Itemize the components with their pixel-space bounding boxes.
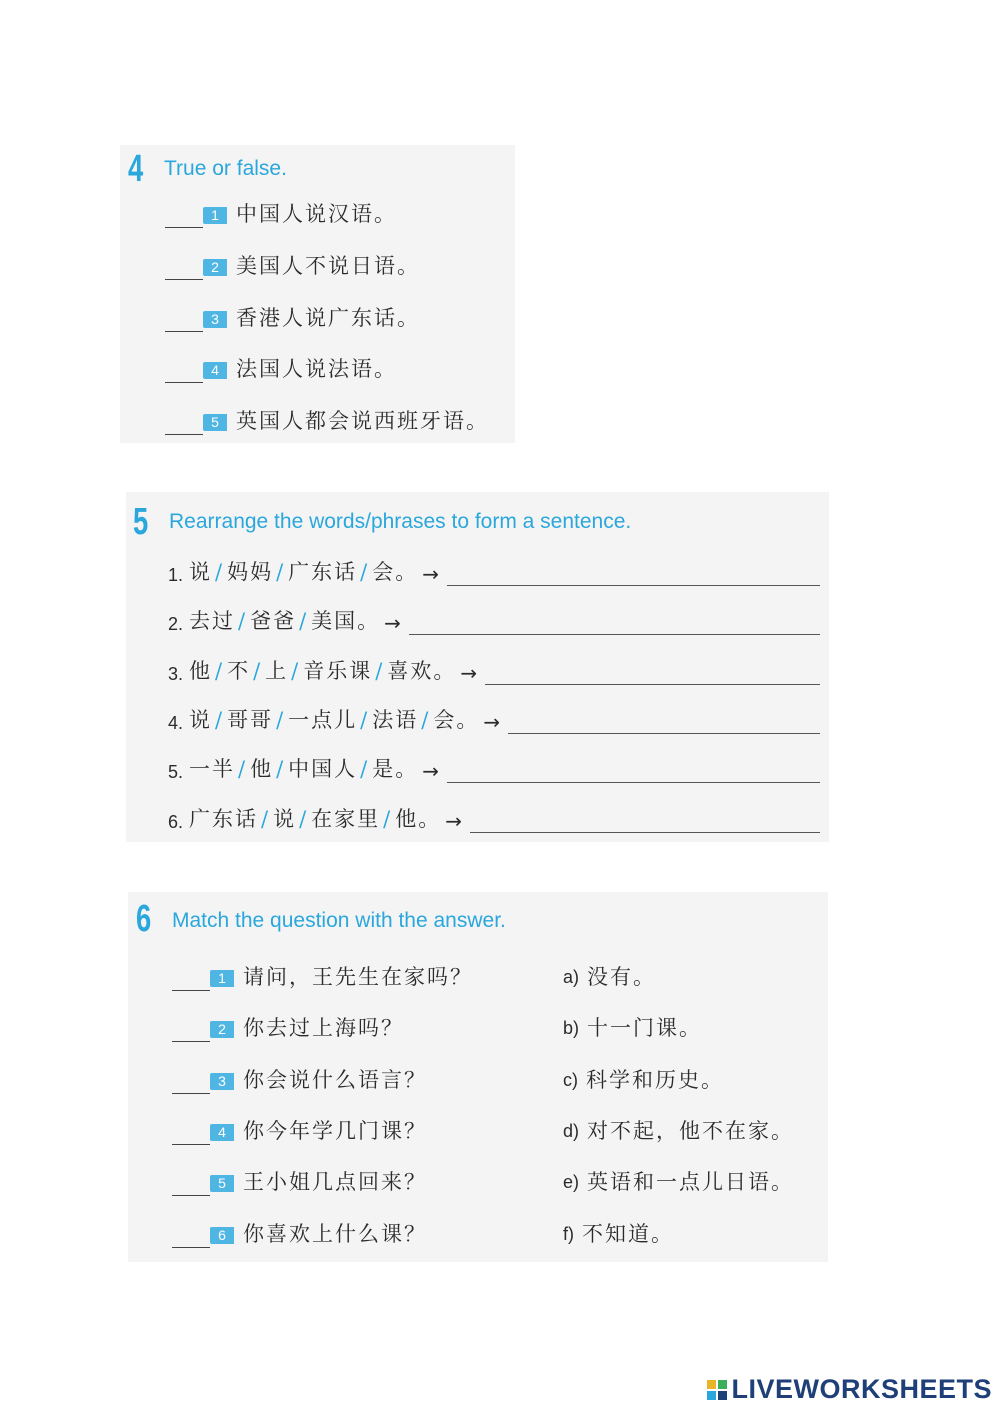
word-chunk: 哥哥	[227, 708, 274, 732]
rearrange-item	[168, 803, 820, 833]
rearrange-item	[168, 655, 820, 685]
answer-blank[interactable]	[165, 205, 203, 228]
rearrange-item	[168, 556, 820, 586]
tf-item	[165, 405, 489, 435]
arrow-icon: →	[483, 710, 501, 734]
word-chunk: 中国人	[288, 757, 358, 781]
match-question	[172, 1218, 427, 1248]
word-group	[189, 803, 441, 833]
word-group	[189, 605, 380, 635]
item-number: 3.	[168, 664, 184, 684]
answer-line[interactable]	[485, 664, 820, 685]
match-answer	[563, 1012, 702, 1042]
item-number: 4.	[168, 713, 184, 733]
answer-letter: e)	[563, 1172, 580, 1192]
item-number-badge: 5	[210, 1175, 234, 1192]
separator-slash: /	[215, 560, 225, 584]
answer-text: 不知道。	[582, 1222, 674, 1246]
word-chunk: 美国。	[311, 609, 381, 633]
section-4-title: True or false.	[164, 157, 287, 180]
match-answer	[563, 1115, 794, 1145]
separator-slash: /	[360, 708, 370, 732]
item-number: 6.	[168, 812, 184, 832]
rearrange-item	[168, 704, 820, 734]
item-number-badge: 3	[210, 1073, 234, 1090]
word-group	[189, 556, 418, 586]
tf-item	[165, 353, 397, 383]
answer-line[interactable]	[447, 762, 820, 783]
separator-slash: /	[299, 807, 309, 831]
word-chunk: 说	[189, 708, 213, 732]
separator-slash: /	[261, 807, 271, 831]
answer-line[interactable]	[409, 614, 820, 635]
answer-text: 英语和一点儿日语。	[587, 1170, 795, 1194]
answer-blank[interactable]	[165, 257, 203, 280]
answer-blank[interactable]	[172, 968, 210, 991]
section-4-number: 4	[128, 148, 144, 190]
separator-slash: /	[360, 757, 370, 781]
separator-slash: /	[215, 708, 225, 732]
separator-slash: /	[253, 659, 263, 683]
match-question	[172, 1166, 427, 1196]
item-number-badge: 2	[210, 1021, 234, 1038]
item-number-badge: 5	[203, 414, 227, 431]
item-number: 1.	[168, 565, 184, 585]
match-answer	[563, 1166, 794, 1196]
word-group	[189, 753, 418, 783]
rearrange-item	[168, 605, 820, 635]
question-text: 你今年学几门课？	[243, 1119, 427, 1143]
liveworksheets-logo[interactable]	[707, 1374, 992, 1405]
item-number-badge: 1	[203, 207, 227, 224]
answer-blank[interactable]	[165, 309, 203, 332]
word-chunk: 广东话	[189, 807, 259, 831]
question-text: 王小姐几点回来？	[243, 1170, 427, 1194]
separator-slash: /	[238, 609, 248, 633]
match-answer	[563, 1218, 674, 1248]
arrow-icon: →	[384, 611, 401, 635]
tf-item	[165, 198, 397, 228]
answer-blank[interactable]	[172, 1019, 210, 1042]
match-question	[172, 961, 473, 991]
answer-line[interactable]	[508, 713, 820, 734]
answer-text: 科学和历史。	[586, 1068, 724, 1092]
separator-slash: /	[291, 659, 301, 683]
arrow-icon: →	[445, 809, 463, 833]
answer-letter: c)	[563, 1070, 578, 1090]
arrow-icon: →	[460, 661, 478, 685]
word-group	[189, 655, 456, 685]
question-text: 你去过上海吗？	[243, 1016, 404, 1040]
word-chunk: 广东话	[288, 560, 358, 584]
match-question	[172, 1012, 404, 1042]
answer-line[interactable]	[447, 565, 820, 586]
question-text: 你会说什么语言？	[243, 1068, 427, 1092]
separator-slash: /	[299, 609, 309, 633]
separator-slash: /	[215, 659, 225, 683]
answer-letter: d)	[563, 1121, 580, 1141]
answer-text: 没有。	[587, 965, 657, 989]
word-chunk: 是。	[372, 757, 419, 781]
section-5-number: 5	[133, 501, 149, 543]
answer-text: 对不起，他不在家。	[587, 1119, 795, 1143]
answer-letter: b)	[563, 1018, 580, 1038]
logo-mark-icon	[707, 1380, 727, 1400]
brand-name: LIVEWORKSHEETS	[731, 1374, 992, 1404]
statement-text: 英国人都会说西班牙语。	[236, 409, 489, 433]
tf-item	[165, 302, 420, 332]
answer-letter: a)	[563, 967, 580, 987]
answer-line[interactable]	[470, 812, 820, 833]
word-chunk: 音乐课	[303, 659, 373, 683]
word-chunk: 上	[265, 659, 289, 683]
separator-slash: /	[421, 708, 431, 732]
item-number: 2.	[168, 614, 184, 634]
arrow-icon: →	[422, 562, 440, 586]
word-chunk: 说	[273, 807, 297, 831]
separator-slash: /	[276, 757, 286, 781]
item-number: 5.	[168, 762, 184, 782]
answer-blank[interactable]	[172, 1122, 210, 1145]
statement-text: 美国人不说日语。	[236, 254, 420, 278]
item-number-badge: 4	[210, 1124, 234, 1141]
section-6-number: 6	[136, 898, 152, 940]
question-text: 你喜欢上什么课？	[243, 1222, 427, 1246]
answer-blank[interactable]	[165, 412, 203, 435]
word-chunk: 法语	[372, 708, 419, 732]
item-number-badge: 4	[203, 362, 227, 379]
answer-blank[interactable]	[165, 360, 203, 383]
question-text: 请问，王先生在家吗？	[243, 965, 473, 989]
word-chunk: 会。	[433, 708, 480, 732]
word-chunk: 喜欢。	[387, 659, 457, 683]
answer-blank[interactable]	[172, 1173, 210, 1196]
match-question	[172, 1064, 427, 1094]
word-chunk: 妈妈	[227, 560, 274, 584]
section-4-background	[120, 145, 515, 443]
statement-text: 中国人说汉语。	[236, 202, 397, 226]
statement-text: 香港人说广东话。	[236, 306, 420, 330]
word-chunk: 一点儿	[288, 708, 358, 732]
separator-slash: /	[276, 560, 286, 584]
answer-text: 十一门课。	[587, 1016, 703, 1040]
tf-item	[165, 250, 420, 280]
item-number-badge: 6	[210, 1227, 234, 1244]
word-chunk: 说	[189, 560, 213, 584]
separator-slash: /	[360, 560, 370, 584]
statement-text: 法国人说法语。	[236, 357, 397, 381]
arrow-icon: →	[422, 759, 440, 783]
match-answer	[563, 961, 656, 991]
separator-slash: /	[276, 708, 286, 732]
answer-letter: f)	[563, 1224, 574, 1244]
word-chunk: 去过	[189, 609, 236, 633]
answer-blank[interactable]	[172, 1225, 210, 1248]
word-chunk: 不	[227, 659, 251, 683]
section-5-title: Rearrange the words/phrases to form a sentence.	[169, 510, 632, 533]
word-chunk: 他	[250, 757, 274, 781]
word-chunk: 一半	[189, 757, 236, 781]
match-answer	[563, 1064, 724, 1094]
word-chunk: 爸爸	[250, 609, 297, 633]
match-question	[172, 1115, 427, 1145]
word-chunk: 他。	[395, 807, 442, 831]
word-chunk: 会。	[372, 560, 419, 584]
rearrange-item	[168, 753, 820, 783]
item-number-badge: 2	[203, 259, 227, 276]
word-chunk: 在家里	[311, 807, 381, 831]
item-number-badge: 1	[210, 970, 234, 987]
separator-slash: /	[383, 807, 393, 831]
word-chunk: 他	[189, 659, 213, 683]
section-6-title: Match the question with the answer.	[172, 909, 506, 932]
answer-blank[interactable]	[172, 1071, 210, 1094]
word-group	[189, 704, 479, 734]
separator-slash: /	[238, 757, 248, 781]
item-number-badge: 3	[203, 311, 227, 328]
separator-slash: /	[375, 659, 385, 683]
